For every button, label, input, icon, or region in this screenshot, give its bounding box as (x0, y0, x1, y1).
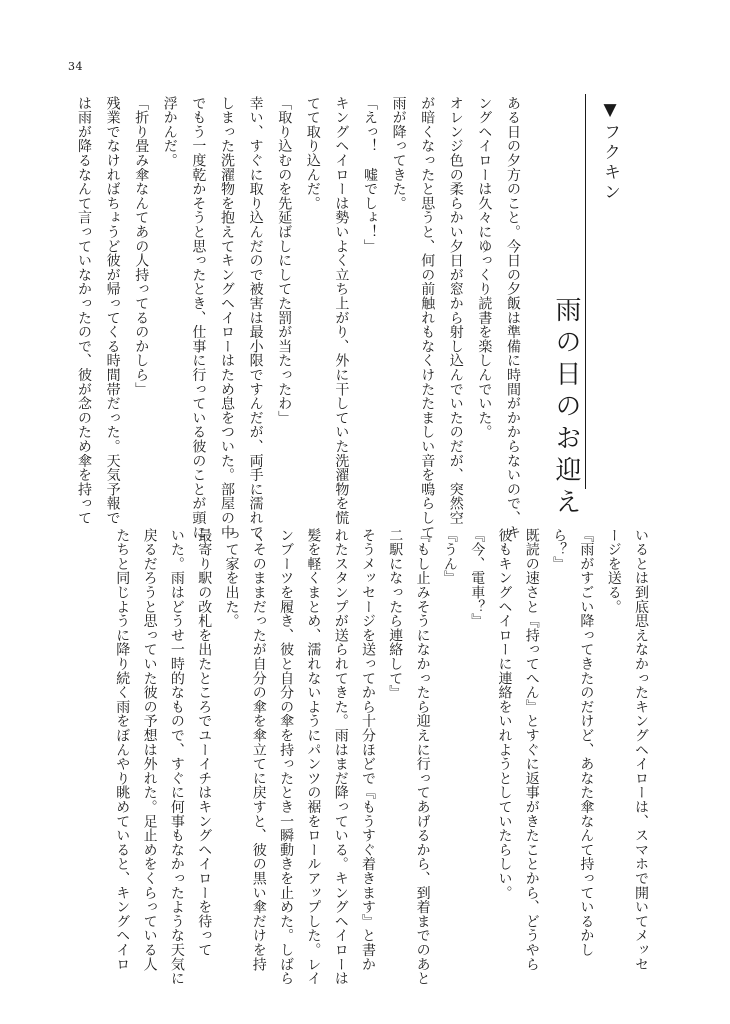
lower-text-block (108, 528, 649, 986)
text-line: ングヘイローは久々にゆっくり読書を楽しんでいた。 (476, 96, 493, 440)
text-line: くそのままだったが自分の傘を傘立てに戻すと、彼の黒い傘だけを持 (250, 528, 267, 972)
text-line: 雨が降ってきた。 (390, 96, 407, 211)
text-line: 浮かんだ。 (161, 96, 178, 168)
text-line: しまった洗濯物を抱えてキングヘイローはため息をついた。部屋の中 (219, 96, 235, 540)
text-line: ンブーツを履き、彼と自分の傘を持ったとき一瞬動きを止めた。しばら (278, 528, 295, 986)
text-line: ら？』 (551, 528, 568, 571)
text-line: 『雨がすごい降ってきたのだけど、あなた傘なんて持っているかし (578, 528, 595, 957)
text-line: ージを送る。 (605, 528, 622, 614)
text-line: そうメッセージを送ってから十分ほどで『もうすぐ着きます』と書か (360, 528, 376, 972)
text-line: いるとは到底思えなかったキングヘイローは、スマホで開いてメッセ (633, 528, 649, 972)
text-line: 髪を軽くまとめ、濡れないようにパンツの裾をロールアップした。レイ (305, 528, 322, 986)
text-line: 戻るだろうと思っていた彼の予想は外れた。足止めをくらっている人 (141, 528, 158, 972)
text-line: 「取り込むのを先延ばしにしてた罰が当たったわ」 (276, 96, 293, 425)
text-line: れたスタンプが送られてきた。雨はまだ降っている。キングヘイローは (332, 528, 349, 986)
text-line: 『うん』 (441, 528, 458, 586)
text-line: は雨が降るなんて言っていなかったので、彼が念のため傘を持って (76, 96, 92, 525)
text-line: 「えっ！ 嘘でしょ！」 (362, 96, 378, 254)
text-line: 彼もキングヘイローに連絡をいれようとしていたらしい。 (496, 528, 513, 900)
text-line: 既読の速さと『持ってへん』とすぐに返事がきたことから、どうやら (523, 528, 540, 972)
text-line: 最寄り駅の改札を出たところでユーイチはキングヘイローを待って (196, 528, 213, 957)
text-line: ある日の夕方のこと。今日の夕飯は準備に時間がかからないので、キ (505, 96, 521, 540)
text-line: 幸い、すぐに取り込んだので被害は最小限ですんだが、両手に濡れて (247, 96, 264, 540)
text-line: 『もし止みそうになかったら迎えに行ってあげるから、到着までのあと (414, 528, 431, 986)
author-name: ▼フクキン (600, 100, 620, 203)
page-number: 34 (68, 60, 83, 73)
title-divider (585, 94, 586, 489)
text-line: 残業でなければちょうど彼が帰ってくる時間帯だった。天気予報で (104, 96, 121, 525)
text-line: 『今、電車？』 (469, 528, 486, 629)
text-line: 二駅になったら連絡して』 (387, 528, 404, 700)
upper-text-block (60, 96, 521, 540)
text-line: いた。雨はどうせ一時的なもので、すぐに何事もなかったような天気に (168, 528, 185, 986)
text-line: オレンジ色の柔らかい夕日が窓から射し込んでいたのだが、突然空 (447, 96, 464, 525)
story-title: 雨の日のお迎え (551, 296, 581, 520)
text-line: たちと同じように降り続く雨をぼんやり眺めていると、キングヘイロ (114, 528, 131, 972)
text-line: が暗くなったと思うと、何の前触れもなくけたたましい音を鳴らして (419, 96, 436, 540)
text-line: キングヘイローは勢いよく立ち上がり、外に干していた洗濯物を慌 (333, 96, 350, 525)
text-line: てて取り込んだ。 (304, 96, 321, 211)
text-line: 「折り畳み傘なんてあの人持ってるのかしら」 (133, 96, 150, 397)
text-line: でもう一度乾かそうと思ったとき、仕事に行っている彼のことが頭に (190, 96, 207, 540)
text-line: って家を出た。 (223, 528, 240, 629)
